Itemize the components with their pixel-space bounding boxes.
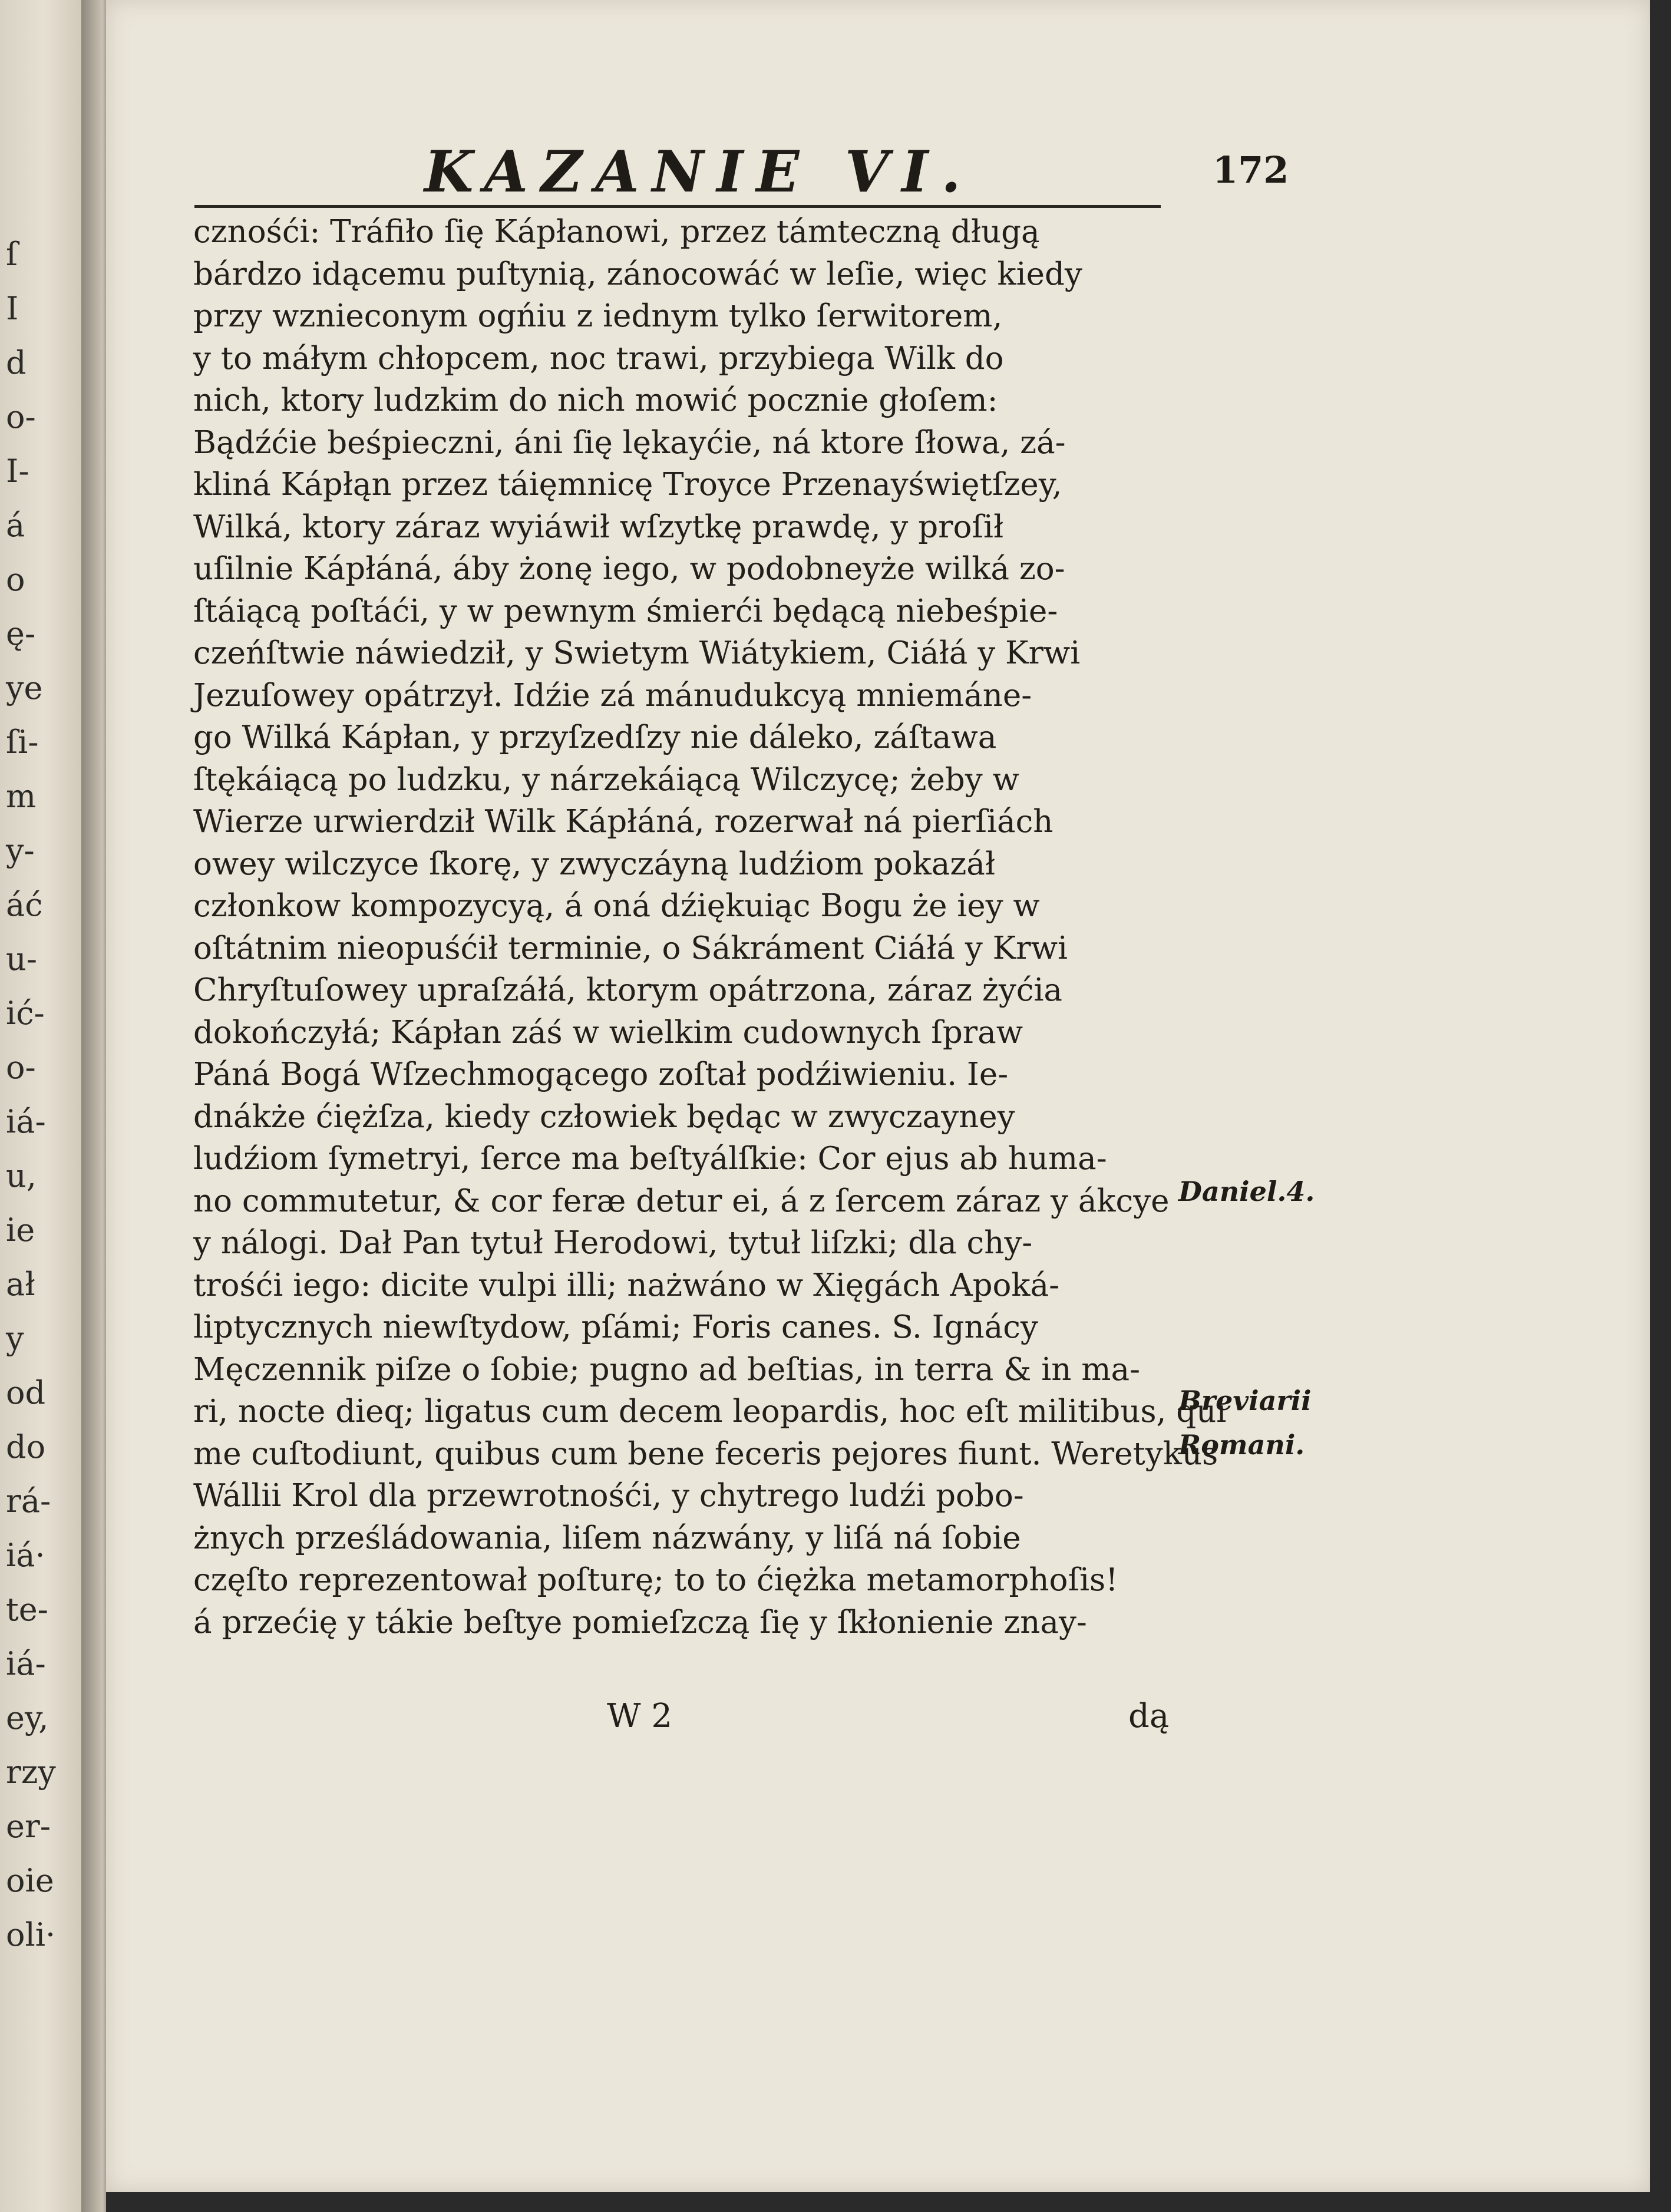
- facing-page-fragment: ſi-: [6, 724, 39, 761]
- margin-note-daniel: Daniel.4.: [1178, 1176, 1315, 1207]
- facing-page-fragment: od: [6, 1374, 46, 1411]
- text-line: Wierze urwierdził Wilk Kápłáná, rozerwał ná pierſiách: [193, 804, 1054, 840]
- scan-background-right: [1650, 0, 1671, 2212]
- facing-page-fragment: ę-: [6, 615, 36, 652]
- text-line: me cuſtodiunt, quibus cum bene feceris pejores fiunt. Weretykus: [193, 1435, 1218, 1472]
- signature-mark: W 2: [607, 1697, 672, 1735]
- text-line: Wállii Krol dla przewrotnośći, y chytrego ludźi pobo-: [193, 1478, 1024, 1514]
- text-line: Páná Bogá Wſzechmogącego zoſtał podźiwieniu. Ie-: [193, 1057, 1009, 1092]
- facing-page-fragment: ye: [6, 669, 43, 706]
- text-line: Wilká, ktory záraz wyiáwił wſzytkę prawdę, y proſił: [193, 509, 1004, 545]
- facing-page-fragment: ić-: [6, 995, 45, 1032]
- text-line: żnych prześládowania, liſem názwány, y liſá ná ſobie: [193, 1520, 1021, 1556]
- facing-page-fragment: oie: [6, 1862, 54, 1899]
- text-line: y to máłym chłopcem, noc trawi, przybiega Wilk do: [193, 340, 1004, 377]
- text-line: ri, nocte dieq; ligatus cum decem leopardis, hoc eſt militibus, qui: [193, 1394, 1227, 1429]
- margin-note-breviarii: Breviarii: [1178, 1385, 1312, 1417]
- text-line: á przećię y tákie beſtye pomieſzczą ſię y ſkłonienie znay-: [193, 1604, 1087, 1640]
- text-line: trośći iego: dicite vulpi illi; nażwáno w Xięgách Apoká-: [193, 1267, 1060, 1303]
- header-rule: [194, 205, 1161, 208]
- scan-background-bottom: [106, 2192, 1671, 2212]
- facing-page-fragment: á: [6, 507, 25, 544]
- text-line: członkow kompozycyą, á oná dźiękuiąc Bogu że iey w: [193, 888, 1040, 924]
- facing-page-fragment: u,: [6, 1157, 37, 1194]
- facing-page-fragment: y: [6, 1320, 24, 1357]
- text-line: częſto reprezentował poſturę; to to ćiężka metamorphoſis!: [193, 1562, 1118, 1598]
- facing-page-fragment: o-: [6, 1049, 36, 1086]
- text-line: Bądźćie beśpieczni, áni ſię lękayćie, ná ktore ſłowa, zá-: [193, 424, 1066, 461]
- facing-page-fragment: m: [6, 778, 37, 815]
- facing-page-fragment: u-: [6, 940, 38, 978]
- facing-page-fragment: I: [6, 290, 19, 327]
- facing-page-fragment: y-: [6, 832, 35, 869]
- facing-page-fragment: ey,: [6, 1699, 49, 1736]
- facing-page-fragment: áć: [6, 886, 43, 923]
- text-line: przy wznieconym ogńiu z iednym tylko ſerwitorem,: [193, 298, 1003, 334]
- text-line: Męczennik piſze o ſobie; pugno ad beſtias, in terra & in ma-: [193, 1351, 1140, 1388]
- book-page: [106, 0, 1650, 2192]
- text-line: nich, ktory ludzkim do nich mowić pocznie głoſem:: [193, 382, 998, 418]
- catchword: dą: [1128, 1697, 1170, 1735]
- text-line: Jezuſowey opátrzył. Idźie zá mánudukcyą mniemáne-: [193, 677, 1032, 714]
- facing-page-fragment: oli·: [6, 1916, 56, 1953]
- facing-page-fragment: ſ: [6, 236, 18, 273]
- text-line: ſtękáiącą po ludzku, y nárzekáiącą Wilczycę; żeby w: [193, 761, 1019, 798]
- text-line: kliná Kápłąn przez táięmnicę Troyce Przenayświętſzey,: [193, 467, 1062, 503]
- facing-page-fragment: d: [6, 344, 27, 381]
- text-line: y nálogi. Dał Pan tytuł Herodowi, tytuł liſzki; dla chy-: [193, 1225, 1033, 1261]
- facing-page-fragment: ie: [6, 1211, 35, 1249]
- facing-page-fragment: I-: [6, 453, 29, 490]
- facing-page-fragment: do: [6, 1428, 46, 1465]
- facing-page-edge: [0, 0, 88, 2212]
- text-line: czeńſtwie náwiedził, y Swietym Wiátykiem, Ciáłá y Krwi: [193, 635, 1081, 671]
- text-line: oſtátnim nieopuśćił terminie, o Sákráment Ciáłá y Krwi: [193, 930, 1068, 966]
- text-line: cznośći: Tráfiło ſię Kápłanowi, przez támteczną długą: [193, 214, 1040, 250]
- facing-page-fragment: iá-: [6, 1103, 46, 1140]
- margin-note-romani: Romani.: [1178, 1429, 1305, 1461]
- facing-page-fragment: o: [6, 561, 25, 598]
- facing-page-fragment: o-: [6, 398, 36, 435]
- text-line: liptycznych niewſtydow, pſámi; Foris canes. S. Ignácy: [193, 1309, 1038, 1345]
- text-line: no commutetur, & cor feræ detur ei, á z ſercem záraz y ákcye: [193, 1183, 1170, 1219]
- facing-page-fragment: rá-: [6, 1483, 51, 1520]
- text-line: dokończyłá; Kápłan záś w wielkim cudownych ſpraw: [193, 1014, 1023, 1051]
- facing-page-fragment: ał: [6, 1266, 35, 1303]
- text-line: dnákże ćiężſza, kiedy człowiek będąc w zwyczayney: [193, 1098, 1015, 1135]
- text-line: Chryſtuſowey upraſzáłá, ktorym opátrzona, záraz żyćia: [193, 972, 1063, 1008]
- page-number: 172: [1213, 148, 1289, 192]
- text-line: go Wilká Kápłan, y przyſzedſzy nie dáleko, záſtawa: [193, 719, 997, 755]
- facing-page-fragment: rzy: [6, 1754, 56, 1791]
- sermon-text: [193, 211, 1227, 1643]
- running-head: KAZANIE VI.: [424, 138, 974, 205]
- text-line: ſtáiącą poſtáći, y w pewnym śmierći będącą niebeśpie-: [193, 593, 1058, 629]
- text-line: owey wilczyce ſkorę, y zwyczáyną ludźiom pokazáł: [193, 846, 996, 882]
- text-line: ludźiom ſymetryi, ſerce ma beſtyálſkie: Cor ejus ab huma-: [193, 1141, 1107, 1177]
- facing-page-fragment: te-: [6, 1591, 48, 1628]
- text-line: uſilnie Kápłáná, áby żonę iego, w podobneyże wilká zo-: [193, 551, 1065, 587]
- facing-page-fragment: iá·: [6, 1537, 45, 1574]
- facing-page-fragment: er-: [6, 1808, 51, 1845]
- facing-page-fragment: iá-: [6, 1645, 46, 1682]
- text-line: bárdzo idącemu puſtynią, zánocowáć w leſie, więc kiedy: [193, 256, 1082, 292]
